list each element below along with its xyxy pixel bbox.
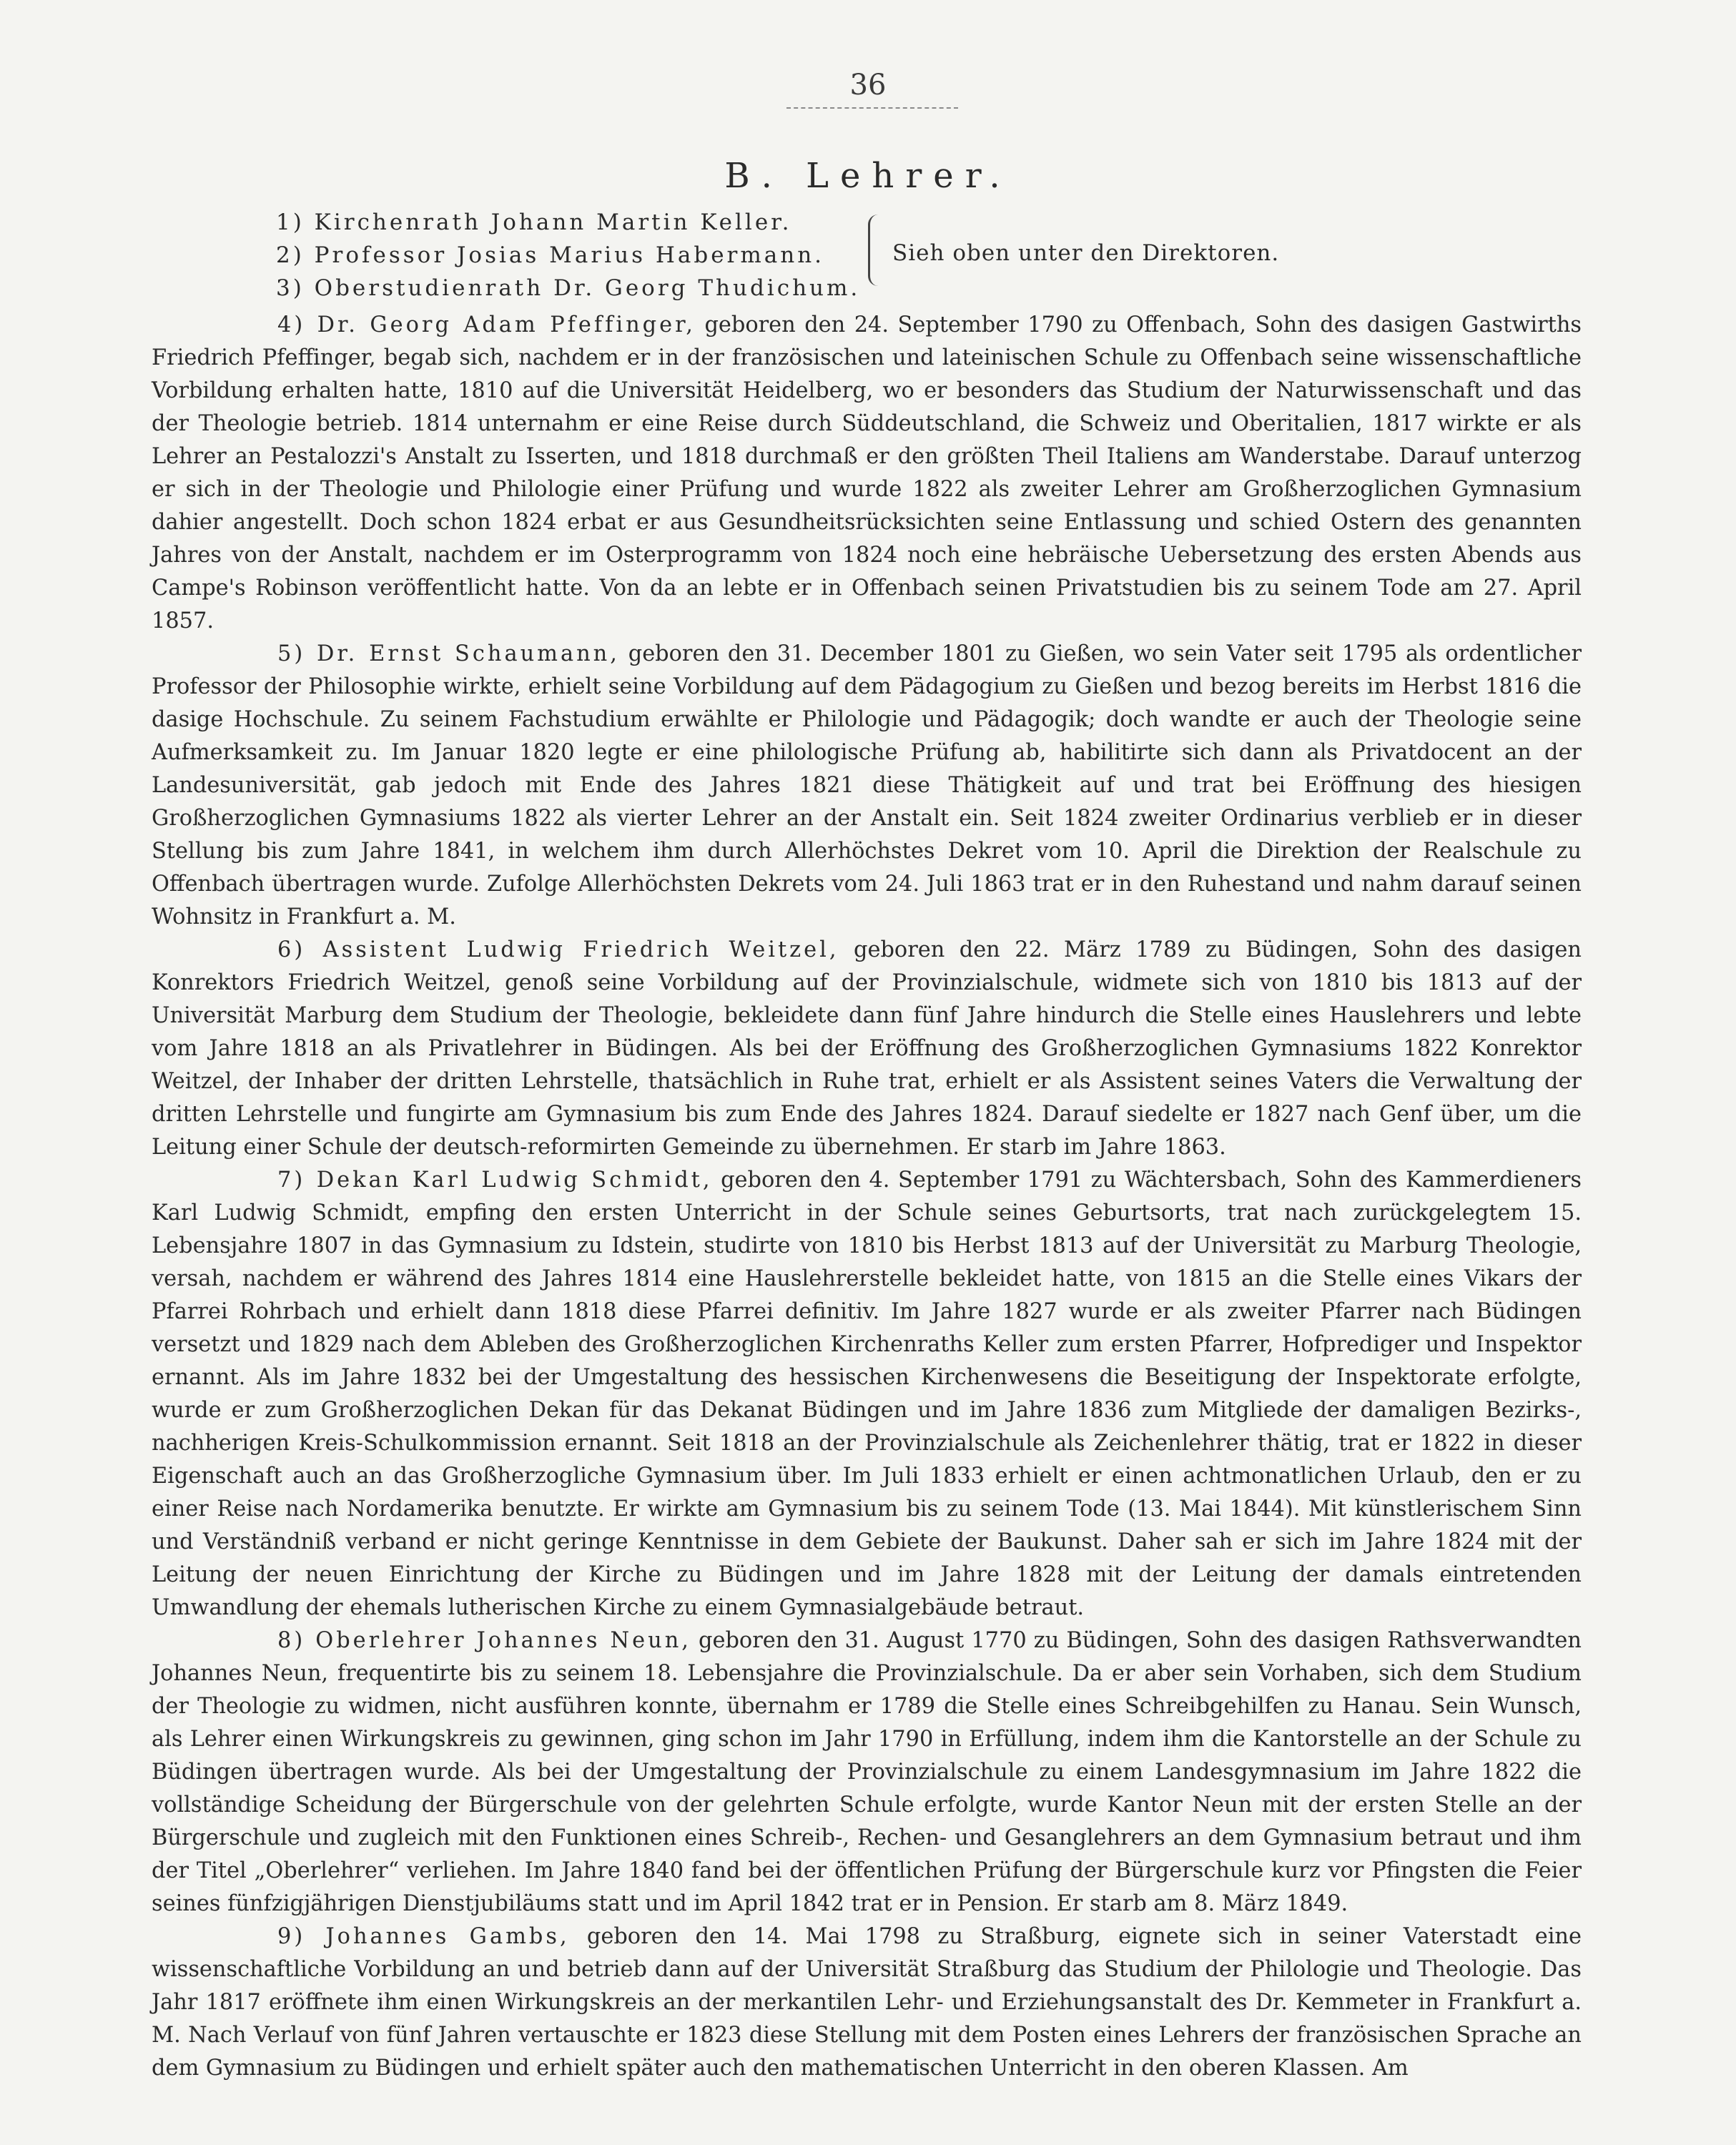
entry-text: geboren den 24. September 1790 zu Offenbach, Sohn des dasigen Gastwirths Friedrich Pfeffinger, begab sich, nachdem er in der französischen und lateinischen Schule zu Offenbach seine wissenschaftliche Vorbildung erhalten hatte, 1810 auf die Universität Heidelberg, wo er besonders das Studium der Naturwissenschaft und das der Theologie betrieb. 1814 unternahm er eine Reise durch Süddeutschland, die Schweiz und Oberitalien, 1817 wirkte er als Lehrer an Pestalozzi's Anstalt zu Isserten, und 1818 durchmaß er den größten Theil Italiens am Wanderstabe. Darauf unterzog er sich in der Theologie und Philologie einer Prüfung und wurde 1822 als zweiter Lehrer am Großherzoglichen Gymnasium dahier angestellt. Doch schon 1824 erbat er aus Gesundheitsrücksichten seine Entlassung und schied Ostern des genannten Jahres von der Anstalt, nachdem er im Osterprogramm von 1824 noch eine hebräische Uebersetzung des ersten Abends aus Campe's Robinson veröffentlicht hatte. Von da an lebte er in Offenbach seinen Privatstudien bis zu seinem Tode am 27. April 1857. [152, 312, 1582, 633]
entry-heading: 4) Dr. Georg Adam Pfeffinger, [277, 312, 696, 337]
entry-text: geboren den 14. Mai 1798 zu Straßburg, eignete sich in seiner Vaterstadt eine wissenschaftliche Vorbildung an und betrieb dann auf der Universität Straßburg das Studium der Philologie und Theologie. Das Jahr 1817 eröffnete ihm einen Wirkungskreis an der merkantilen Lehr- und Erziehungsanstalt des Dr. Kemmeter in Frankfurt a. M. Nach Verlauf von fünf Jahren vertauschte er 1823 diese Stellung mit dem Posten eines Lehrers der französischen Sprache an dem Gymnasium zu Büdingen und erhielt später auch den mathematischen Unterricht in den oberen Klassen. Am [152, 1924, 1582, 2081]
brace-note: Sieh oben unter den Direktoren. [892, 240, 1280, 266]
teacher-entries [152, 309, 1582, 2085]
teacher-entry [152, 1920, 1582, 2085]
teacher-entry [152, 934, 1582, 1164]
teacher-entry [152, 638, 1582, 934]
header-divider [786, 107, 958, 109]
section-title: B. Lehrer. [724, 156, 1012, 196]
brace-bracket [868, 214, 880, 286]
list-item: 3) Oberstudienrath Dr. Georg Thudichum. [276, 275, 861, 301]
list-item: 2) Professor Josias Marius Habermann. [276, 242, 825, 268]
entry-heading: 5) Dr. Ernst Schaumann, [277, 641, 620, 666]
teacher-entry [152, 309, 1582, 638]
entry-text: geboren den 22. März 1789 zu Büdingen, Sohn des dasigen Konrektors Friedrich Weitzel, genoß seine Vorbildung auf der Provinzialschule, widmete sich von 1810 bis 1813 auf der Universität Marburg dem Studium der Theologie, bekleidete dann fünf Jahre hindurch die Stelle eines Hauslehrers und lebte vom Jahre 1818 an als Privatlehrer in Büdingen. Als bei der Eröffnung des Großherzoglichen Gymnasiums 1822 Konrektor Weitzel, der Inhaber der dritten Lehrstelle, thatsächlich in Ruhe trat, erhielt er als Assistent seines Vaters die Verwaltung der dritten Lehrstelle und fungirte am Gymnasium bis zum Ende des Jahres 1824. Darauf siedelte er 1827 nach Genf über, um die Leitung einer Schule der deutsch-reformirten Gemeinde zu übernehmen. Er starb im Jahre 1863. [152, 937, 1582, 1160]
entry-text: geboren den 31. December 1801 zu Gießen, wo sein Vater seit 1795 als ordentlicher Professor der Philosophie wirkte, erhielt seine Vorbildung auf dem Pädagogium zu Gießen und bezog bereits im Herbst 1816 die dasige Hochschule. Zu seinem Fachstudium erwählte er Philologie und Pädagogik; doch wandte er auch der Theologie seine Aufmerksamkeit zu. Im Januar 1820 legte er eine philologische Prüfung ab, habilitirte sich dann als Privatdocent an der Landesuniversität, gab jedoch mit Ende des Jahres 1821 diese Thätigkeit auf und trat bei Eröffnung des hiesigen Großherzoglichen Gymnasiums 1822 als vierter Lehrer an der Anstalt ein. Seit 1824 zweiter Ordinarius verblieb er in dieser Stellung bis zum Jahre 1841, in welchem ihm durch Allerhöchstes Dekret vom 10. April die Direktion der Realschule zu Offenbach übertragen wurde. Zufolge Allerhöchsten Dekrets vom 24. Juli 1863 trat er in den Ruhestand und nahm darauf seinen Wohnsitz in Frankfurt a. M. [152, 641, 1582, 930]
list-item: 1) Kirchenrath Johann Martin Keller. [276, 209, 792, 235]
teacher-entry [152, 1164, 1582, 1624]
entry-heading: 6) Assistent Ludwig Friedrich Weitzel, [277, 937, 839, 962]
entry-heading: 7) Dekan Karl Ludwig Schmidt, [277, 1168, 713, 1193]
entry-heading: 9) Johannes Gambs, [277, 1924, 570, 1949]
entry-text: geboren den 4. September 1791 zu Wächtersbach, Sohn des Kammerdieners Karl Ludwig Schmidt, empfing den ersten Unterricht in der Schule seines Geburtsorts, trat nach zurückgelegtem 15. Lebensjahre 1807 in das Gymnasium zu Idstein, studirte von 1810 bis Herbst 1813 auf der Universität zu Marburg Theologie, versah, nachdem er während des Jahres 1814 eine Hauslehrerstelle bekleidet hatte, von 1815 an die Stelle eines Vikars der Pfarrei Rohrbach und erhielt dann 1818 diese Pfarrei definitiv. Im Jahre 1827 wurde er als zweiter Pfarrer nach Büdingen versetzt und 1829 nach dem Ableben des Großherzoglichen Kirchenraths Keller zum ersten Pfarrer, Hofprediger und Inspektor ernannt. Als im Jahre 1832 bei der Umgestaltung des hessischen Kirchenwesens die Beseitigung der Inspektorate erfolgte, wurde er zum Großherzoglichen Dekan für das Dekanat Büdingen und im Jahre 1836 zum Mitgliede der damaligen Bezirks-, nachherigen Kreis-Schulkommission ernannt. Seit 1818 an der Provinzialschule als Zeichenlehrer thätig, trat er 1822 in dieser Eigenschaft auch an das Großherzogliche Gymnasium über. Im Juli 1833 erhielt er einen achtmonatlichen Urlaub, den er zu einer Reise nach Nordamerika benutzte. Er wirkte am Gymnasium bis zu seinem Tode (13. Mai 1844). Mit künstlerischem Sinn und Verständniß verband er nicht geringe Kenntnisse in dem Gebiete der Baukunst. Daher sah er sich im Jahre 1824 mit der Leitung der neuen Einrichtung der Kirche zu Büdingen und im Jahre 1828 mit der Leitung der damals eintretenden Umwandlung der ehemals lutherischen Kirche zu einem Gymnasialgebäude betraut. [152, 1168, 1582, 1620]
teacher-entry [152, 1624, 1582, 1920]
entry-heading: 8) Oberlehrer Johannes Neun, [277, 1628, 691, 1653]
entry-text: geboren den 31. August 1770 zu Büdingen, Sohn des dasigen Rathsverwandten Johannes Neun, frequentirte bis zu seinem 18. Lebensjahre die Provinzialschule. Da er aber sein Vorhaben, sich dem Studium der Theologie zu widmen, nicht ausführen konnte, übernahm er 1789 die Stelle eines Schreibgehilfen zu Hanau. Sein Wunsch, als Lehrer einen Wirkungskreis zu gewinnen, ging schon im Jahr 1790 in Erfüllung, indem ihm die Kantorstelle an der Schule zu Büdingen übertragen wurde. Als bei der Umgestaltung der Provinzialschule zu einem Landesgymnasium im Jahre 1822 die vollständige Scheidung der Bürgerschule von der gelehrten Schule erfolgte, wurde Kantor Neun mit der ersten Stelle an der Bürgerschule und zugleich mit den Funktionen eines Schreib-, Rechen- und Gesanglehrers an dem Gymnasium betraut und ihm der Titel „Oberlehrer“ verliehen. Im Jahre 1840 fand bei der öffentlichen Prüfung der Bürgerschule kurz vor Pfingsten die Feier seines fünfzigjährigen Dienstjubiläums statt und im April 1842 trat er in Pension. Er starb am 8. März 1849. [152, 1628, 1582, 1916]
page-number: 36 [849, 69, 887, 102]
